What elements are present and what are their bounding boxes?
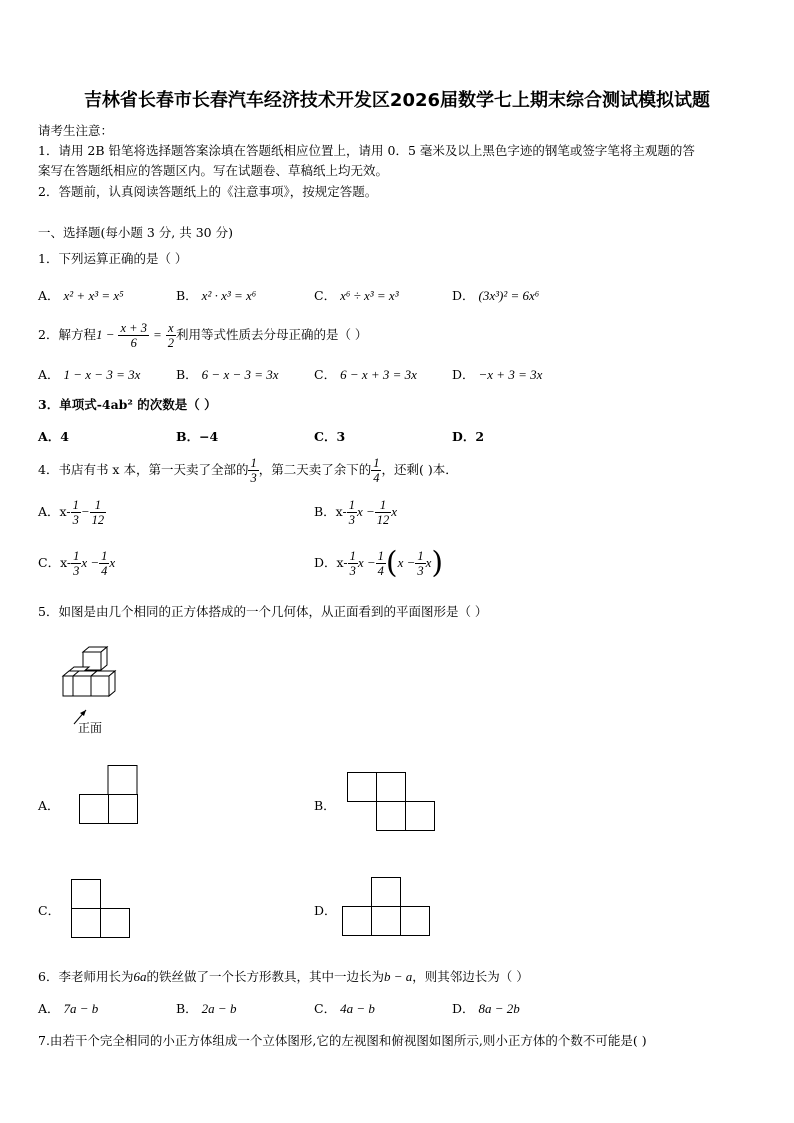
notice-heading: 请考生注意： bbox=[38, 123, 114, 138]
q2-frac2-den: 2 bbox=[167, 336, 174, 350]
q4-f2-num: 1 bbox=[373, 456, 380, 470]
q5-option-d-figure[interactable] bbox=[342, 877, 434, 939]
notice-item-1-cont: 案写在答题纸相应的答题区内。写在试题卷、草稿纸上均无效。 bbox=[38, 163, 389, 178]
q2-option-b-label: B． bbox=[176, 367, 198, 382]
q2-option-c[interactable] bbox=[314, 365, 417, 383]
q4-d-f2-num: 1 bbox=[377, 549, 384, 563]
q2-frac2-num: x bbox=[166, 321, 176, 336]
section-heading: 一、选择题(每小题 3 分, 共 30 分) bbox=[38, 225, 233, 240]
q2-option-a[interactable] bbox=[38, 365, 140, 383]
q4-f1-num: 1 bbox=[250, 456, 257, 470]
q1-stem: 1．下列运算正确的是（ ） bbox=[38, 251, 188, 266]
q4-d-frac-1 bbox=[348, 549, 358, 578]
q4-b-f2-den: 12 bbox=[376, 513, 390, 527]
q4-d-label: D．x- bbox=[314, 555, 348, 570]
q4-option-b[interactable] bbox=[314, 497, 397, 527]
q4-b-f1-num: 1 bbox=[348, 498, 355, 512]
q4-c-f1-den: 3 bbox=[73, 564, 80, 578]
q1-option-d[interactable] bbox=[452, 286, 539, 304]
q5-option-c-label[interactable]: C． bbox=[38, 903, 61, 918]
q6-option-d-expr: 8a − 2b bbox=[478, 1001, 520, 1016]
q1-option-b-label: B． bbox=[176, 288, 198, 303]
q4-d-f3-den: 3 bbox=[417, 564, 424, 578]
q4-fraction-2 bbox=[371, 456, 381, 485]
q4-stem-a: 4．书店有书 x 本，第一天卖了全部的 bbox=[38, 462, 249, 477]
q1-option-a-expr: x² + x³ = x⁵ bbox=[63, 288, 124, 303]
q6-option-d[interactable] bbox=[452, 999, 520, 1017]
q4-d-left-paren: ( bbox=[385, 545, 398, 581]
q6-option-a[interactable] bbox=[38, 999, 98, 1017]
q4-b-f2-num: 1 bbox=[375, 498, 392, 513]
q4-b-x1: x − bbox=[357, 504, 375, 519]
q4-b-x2: x bbox=[391, 504, 398, 519]
q6-option-c-expr: 4a − b bbox=[340, 1001, 375, 1016]
q1-option-a[interactable] bbox=[38, 286, 124, 304]
q4-a-frac-1 bbox=[71, 498, 81, 527]
q4-f2-den: 4 bbox=[373, 471, 380, 485]
q4-d-f3-num: 1 bbox=[417, 549, 424, 563]
q4-c-f2-den: 4 bbox=[101, 564, 108, 578]
q6-option-a-label: A． bbox=[38, 1001, 60, 1016]
q4-c-frac-1 bbox=[71, 549, 81, 578]
q2-fraction-2 bbox=[166, 321, 176, 350]
q6-option-c-label: C． bbox=[314, 1001, 337, 1016]
q1-option-c-expr: x⁶ ÷ x³ = x³ bbox=[340, 288, 399, 303]
q5-option-a-figure[interactable] bbox=[79, 765, 139, 825]
q4-fraction-1 bbox=[248, 456, 258, 485]
q4-d-f1-den: 3 bbox=[349, 564, 356, 578]
q2-option-b-expr: 6 − x − 3 = 3x bbox=[201, 367, 279, 382]
q6-option-b[interactable] bbox=[176, 999, 236, 1017]
q4-c-label: C．x- bbox=[38, 555, 72, 570]
q4-a-f2-num: 1 bbox=[90, 498, 107, 513]
q5-option-a-label[interactable]: A． bbox=[38, 798, 60, 813]
q4-option-a[interactable] bbox=[38, 497, 106, 527]
q4-b-frac-2 bbox=[375, 498, 392, 527]
q2-eq-mid: = bbox=[152, 327, 162, 342]
q4-b-label: B．x- bbox=[314, 504, 347, 519]
q5-option-b-label[interactable]: B． bbox=[314, 798, 336, 813]
page-title: 吉林省长春市长春汽车经济技术开发区2026届数学七上期末综合测试模拟试题 bbox=[83, 90, 711, 111]
q4-a-frac-2 bbox=[90, 498, 107, 527]
q1-option-c-label: C． bbox=[314, 288, 337, 303]
q7-stem: 7.由若干个完全相同的小正方体组成一个立体图形,它的左视图和俯视图如图所示,则小正方体的个数不可能是( ) bbox=[38, 1033, 647, 1048]
front-label: 正面 bbox=[78, 721, 103, 735]
q5-stem: 5．如图是由几个相同的正方体搭成的一个几何体，从正面看到的平面图形是（ ） bbox=[38, 604, 488, 619]
q5-option-c-figure[interactable] bbox=[71, 879, 133, 941]
q6-stem bbox=[38, 967, 529, 985]
q4-c-f2-num: 1 bbox=[101, 549, 108, 563]
q2-suffix: 利用等式性质去分母正确的是（ ） bbox=[175, 327, 368, 342]
q4-b-frac-1 bbox=[347, 498, 357, 527]
q2-stem bbox=[38, 320, 367, 350]
q6-option-c[interactable] bbox=[314, 999, 375, 1017]
q4-a-label: A．x- bbox=[38, 504, 71, 519]
q4-d-right-paren: ) bbox=[431, 545, 444, 581]
q4-d-frac-3 bbox=[415, 549, 425, 578]
q2-option-d-expr: −x + 3 = 3x bbox=[478, 367, 543, 382]
q2-frac1-num: x + 3 bbox=[120, 321, 147, 335]
q4-a-f1-num: 1 bbox=[72, 498, 79, 512]
q4-c-x2: x bbox=[109, 555, 116, 570]
q6-option-b-label: B． bbox=[176, 1001, 198, 1016]
q4-c-x1: x − bbox=[81, 555, 100, 570]
q1-option-a-label: A． bbox=[38, 288, 60, 303]
q4-d-f1-num: 1 bbox=[349, 549, 356, 563]
q6-stem-c: ，则其邻边长为（ ） bbox=[412, 969, 529, 984]
q6-var-1: 6a bbox=[133, 969, 147, 984]
q1-option-c[interactable] bbox=[314, 286, 399, 304]
q3-option-a[interactable]: A．4 bbox=[38, 429, 69, 444]
q4-a-f1-den: 3 bbox=[72, 513, 79, 527]
q2-option-a-label: A． bbox=[38, 367, 60, 382]
notice-item-2: 2．答题前，认真阅读答题纸上的《注意事项》，按规定答题。 bbox=[38, 184, 378, 199]
q2-option-c-label: C． bbox=[314, 367, 337, 382]
q6-var-2: b − a bbox=[383, 969, 413, 984]
q4-stem-b: ，第二天卖了余下的 bbox=[258, 462, 372, 477]
q6-option-a-expr: 7a − b bbox=[63, 1001, 99, 1016]
q4-d-x1: x − bbox=[357, 555, 376, 570]
q6-option-d-label: D． bbox=[452, 1001, 475, 1016]
q4-a-f2-den: 12 bbox=[91, 513, 105, 527]
q1-option-d-label: D． bbox=[452, 288, 475, 303]
q4-b-f1-den: 3 bbox=[348, 513, 355, 527]
q6-stem-b: 的铁丝做了一个长方形教具，其中一边长为 bbox=[146, 969, 384, 984]
q5-option-b-figure[interactable] bbox=[347, 772, 439, 834]
q3-stem: 3．单项式-4ab² 的次数是（ ） bbox=[38, 397, 217, 412]
q1-option-b-expr: x² · x³ = x⁶ bbox=[201, 288, 257, 303]
q1-option-d-expr: (3x³)² = 6x⁶ bbox=[478, 288, 540, 303]
q4-f1-den: 3 bbox=[250, 471, 257, 485]
q2-option-a-expr: 1 − x − 3 = 3x bbox=[63, 367, 141, 382]
q2-fraction-1 bbox=[118, 321, 148, 350]
q1-option-b[interactable] bbox=[176, 286, 256, 304]
q2-prefix: 2．解方程 bbox=[38, 327, 96, 342]
q4-a-mid: − bbox=[80, 504, 90, 519]
q2-option-d-label: D． bbox=[452, 367, 475, 382]
q2-frac1-den: 6 bbox=[130, 336, 137, 350]
q4-option-c[interactable] bbox=[38, 548, 115, 578]
q4-stem-c: ，还剩( )本． bbox=[381, 462, 458, 477]
q2-option-c-expr: 6 − x + 3 = 3x bbox=[340, 367, 417, 382]
q2-eq-lhs: 1 − bbox=[95, 327, 115, 342]
q4-stem bbox=[38, 455, 458, 485]
q4-d-f2-den: 4 bbox=[377, 564, 384, 578]
q4-c-f1-num: 1 bbox=[73, 549, 80, 563]
q6-stem-a: 6．李老师用长为 bbox=[38, 969, 134, 984]
q2-option-d[interactable] bbox=[452, 365, 542, 383]
q4-option-d[interactable] bbox=[314, 545, 444, 581]
q3-option-b[interactable]: B．−4 bbox=[176, 429, 219, 444]
q5-option-d-label[interactable]: D． bbox=[314, 903, 337, 918]
q5-solid-figure bbox=[60, 646, 140, 726]
q6-option-b-expr: 2a − b bbox=[201, 1001, 237, 1016]
front-arrow-icon bbox=[80, 710, 86, 716]
q4-d-paren-b: x bbox=[425, 555, 432, 570]
q3-option-d[interactable]: D．2 bbox=[452, 429, 485, 444]
q4-d-paren-a: x − bbox=[397, 555, 416, 570]
q2-option-b[interactable] bbox=[176, 365, 279, 383]
notice-item-1: 1．请用 2B 铅笔将选择题答案涂填在答题纸相应位置上，请用 0．5 毫米及以上黑色字迹的钢笔或签字笔将主观题的答 bbox=[38, 143, 695, 158]
q4-c-frac-2 bbox=[99, 549, 109, 578]
q4-d-frac-2 bbox=[376, 549, 386, 578]
q3-option-c[interactable]: C．3 bbox=[314, 429, 346, 444]
